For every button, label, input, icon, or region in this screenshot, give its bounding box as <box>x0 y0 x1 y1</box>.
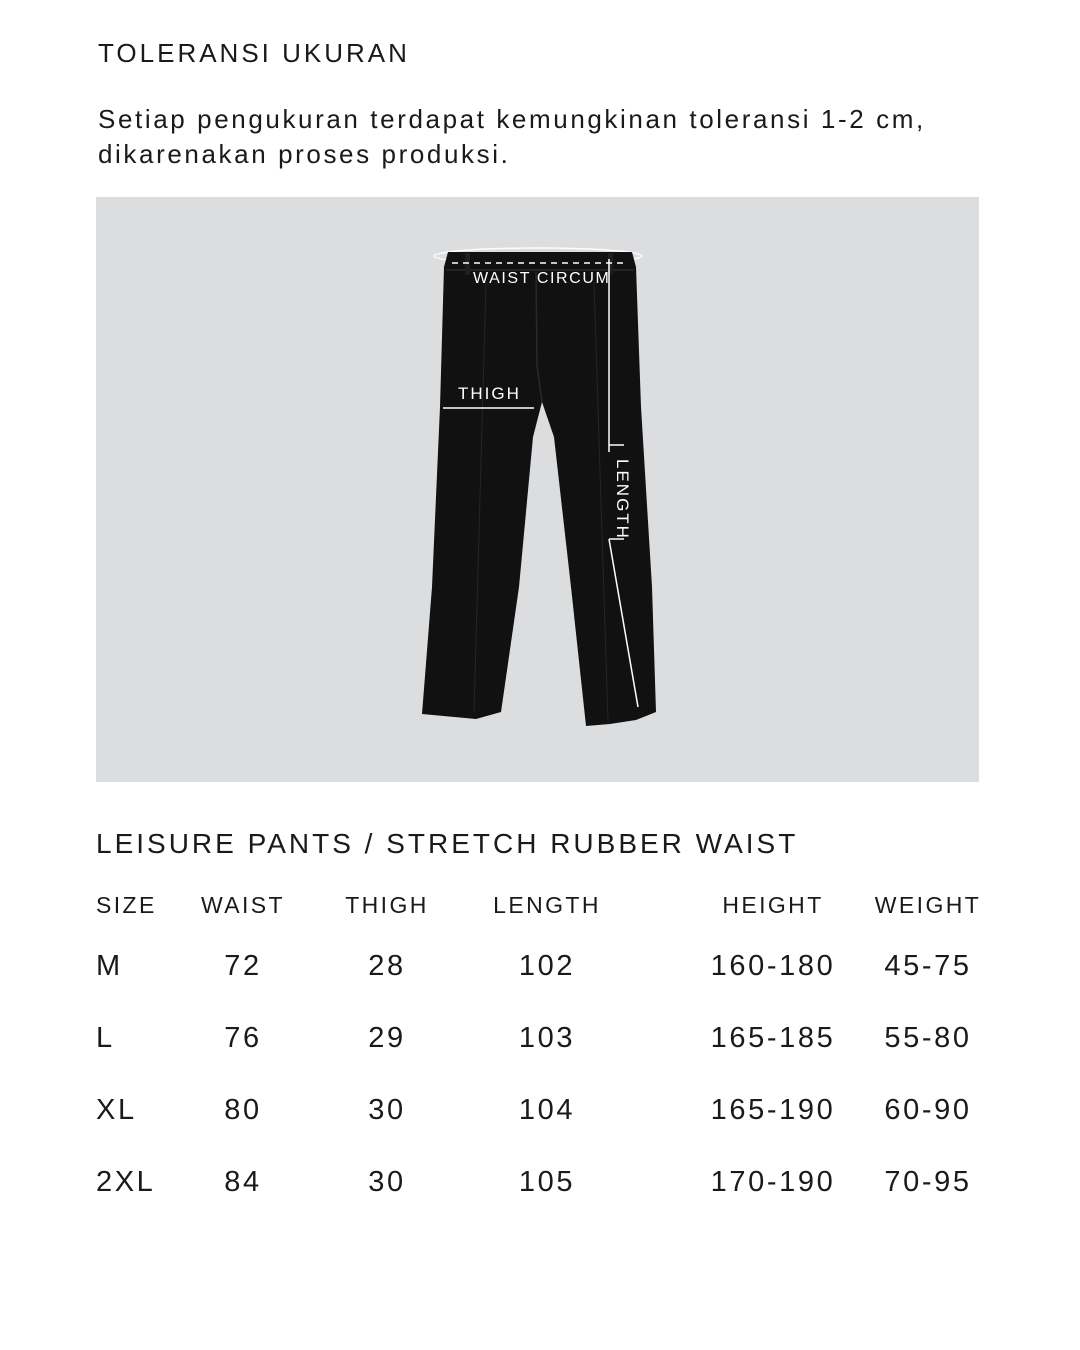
cell-size: M <box>96 950 123 982</box>
cell-height: 165-185 <box>710 1022 836 1054</box>
header-height: HEIGHT <box>722 892 824 918</box>
product-title: LEISURE PANTS / STRETCH RUBBER WAIST <box>96 828 799 859</box>
thigh-label: THIGH <box>458 384 521 403</box>
cell-weight: 70-95 <box>884 1166 972 1198</box>
pants-measurement-figure <box>96 197 979 782</box>
cell-height: 170-190 <box>710 1166 836 1198</box>
cell-weight: 60-90 <box>884 1094 972 1126</box>
tolerance-note: Setiap pengukuran terdapat kemungkinan toleransi 1-2 cm, dikarenakan proses produksi. <box>98 104 926 169</box>
cell-waist: 72 <box>224 950 262 982</box>
header-length: LENGTH <box>493 892 601 918</box>
cell-length: 104 <box>518 1094 576 1126</box>
cell-length: 102 <box>518 950 576 982</box>
cell-thigh: 28 <box>368 950 406 982</box>
cell-waist: 76 <box>224 1022 262 1054</box>
cell-weight: 55-80 <box>884 1022 972 1054</box>
cell-height: 160-180 <box>710 950 836 982</box>
cell-length: 103 <box>518 1022 576 1054</box>
header-waist: WAIST <box>201 892 285 918</box>
cell-waist: 80 <box>224 1094 262 1126</box>
length-label: LENGTH <box>613 459 632 540</box>
cell-size: 2XL <box>96 1166 156 1198</box>
cell-weight: 45-75 <box>884 950 972 982</box>
tolerance-title: TOLERANSI UKURAN <box>98 38 410 68</box>
cell-size: L <box>96 1022 115 1054</box>
cell-size: XL <box>96 1094 137 1126</box>
cell-length: 105 <box>518 1166 576 1198</box>
cell-thigh: 29 <box>368 1022 406 1054</box>
cell-waist: 84 <box>224 1166 262 1198</box>
cell-thigh: 30 <box>368 1166 406 1198</box>
cell-thigh: 30 <box>368 1094 406 1126</box>
header-size: SIZE <box>96 892 157 918</box>
cell-height: 165-190 <box>710 1094 836 1126</box>
waist-circum-label: WAIST CIRCUM <box>473 270 611 287</box>
header-weight: WEIGHT <box>874 892 982 918</box>
header-thigh: THIGH <box>345 892 429 918</box>
